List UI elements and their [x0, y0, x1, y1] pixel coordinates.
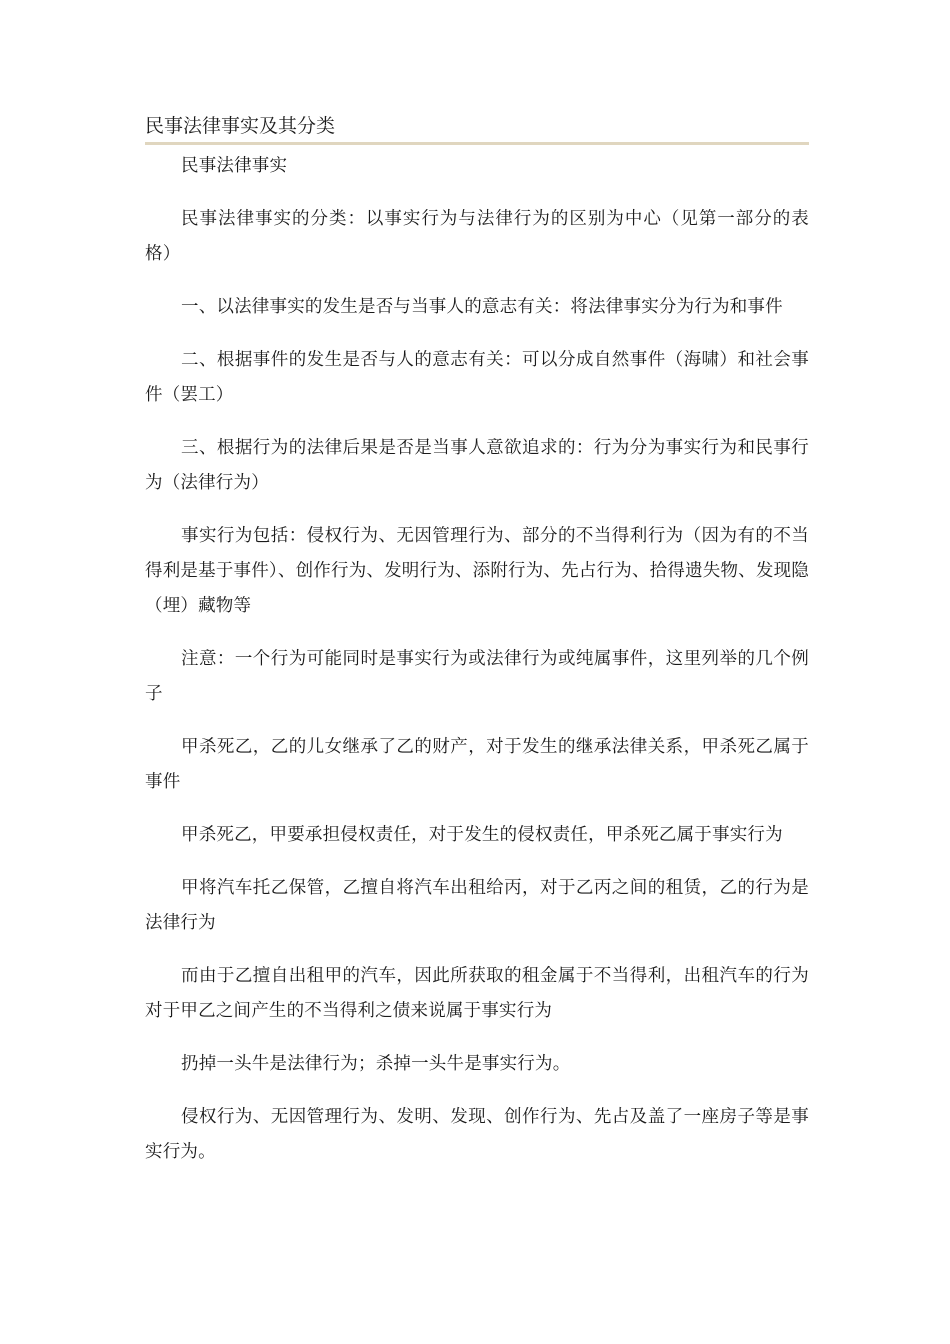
paragraph: 民事法律事实的分类：以事实行为与法律行为的区别为中心（见第一部分的表格） — [145, 209, 809, 264]
paragraph: 一、以法律事实的发生是否与当事人的意志有关：将法律事实分为行为和事件 — [181, 297, 783, 317]
paragraph: 三、根据行为的法律后果是否是当事人意欲追求的：行为分为事实行为和民事行为（法律行为） — [145, 438, 809, 493]
document-body — [145, 149, 809, 1170]
paragraph: 甲杀死乙，甲要承担侵权责任，对于发生的侵权责任，甲杀死乙属于事实行为 — [181, 825, 783, 845]
paragraph: 民事法律事实 — [181, 156, 288, 176]
paragraph: 注意：一个行为可能同时是事实行为或法律行为或纯属事件，这里列举的几个例子 — [145, 649, 809, 704]
document-page — [145, 112, 809, 1188]
paragraph: 侵权行为、无因管理行为、发明、发现、创作行为、先占及盖了一座房子等是事实行为。 — [145, 1107, 809, 1162]
document-title: 民事法律事实及其分类 — [145, 115, 336, 137]
paragraph: 扔掉一头牛是法律行为；杀掉一头牛是事实行为。 — [181, 1054, 571, 1074]
title-divider — [145, 142, 809, 145]
paragraph: 二、根据事件的发生是否与人的意志有关：可以分成自然事件（海啸）和社会事件（罢工） — [145, 350, 809, 405]
paragraph: 事实行为包括：侵权行为、无因管理行为、部分的不当得利行为（因为有的不当得利是基于事件）、创作行为、发明行为、添附行为、先占行为、拾得遗失物、发现隐（埋）藏物等 — [145, 526, 809, 616]
paragraph: 甲杀死乙，乙的儿女继承了乙的财产，对于发生的继承法律关系，甲杀死乙属于事件 — [145, 737, 809, 792]
paragraph: 而由于乙擅自出租甲的汽车，因此所获取的租金属于不当得利，出租汽车的行为对于甲乙之间产生的不当得利之债来说属于事实行为 — [145, 966, 809, 1021]
paragraph: 甲将汽车托乙保管，乙擅自将汽车出租给丙，对于乙丙之间的租赁，乙的行为是法律行为 — [145, 878, 809, 933]
